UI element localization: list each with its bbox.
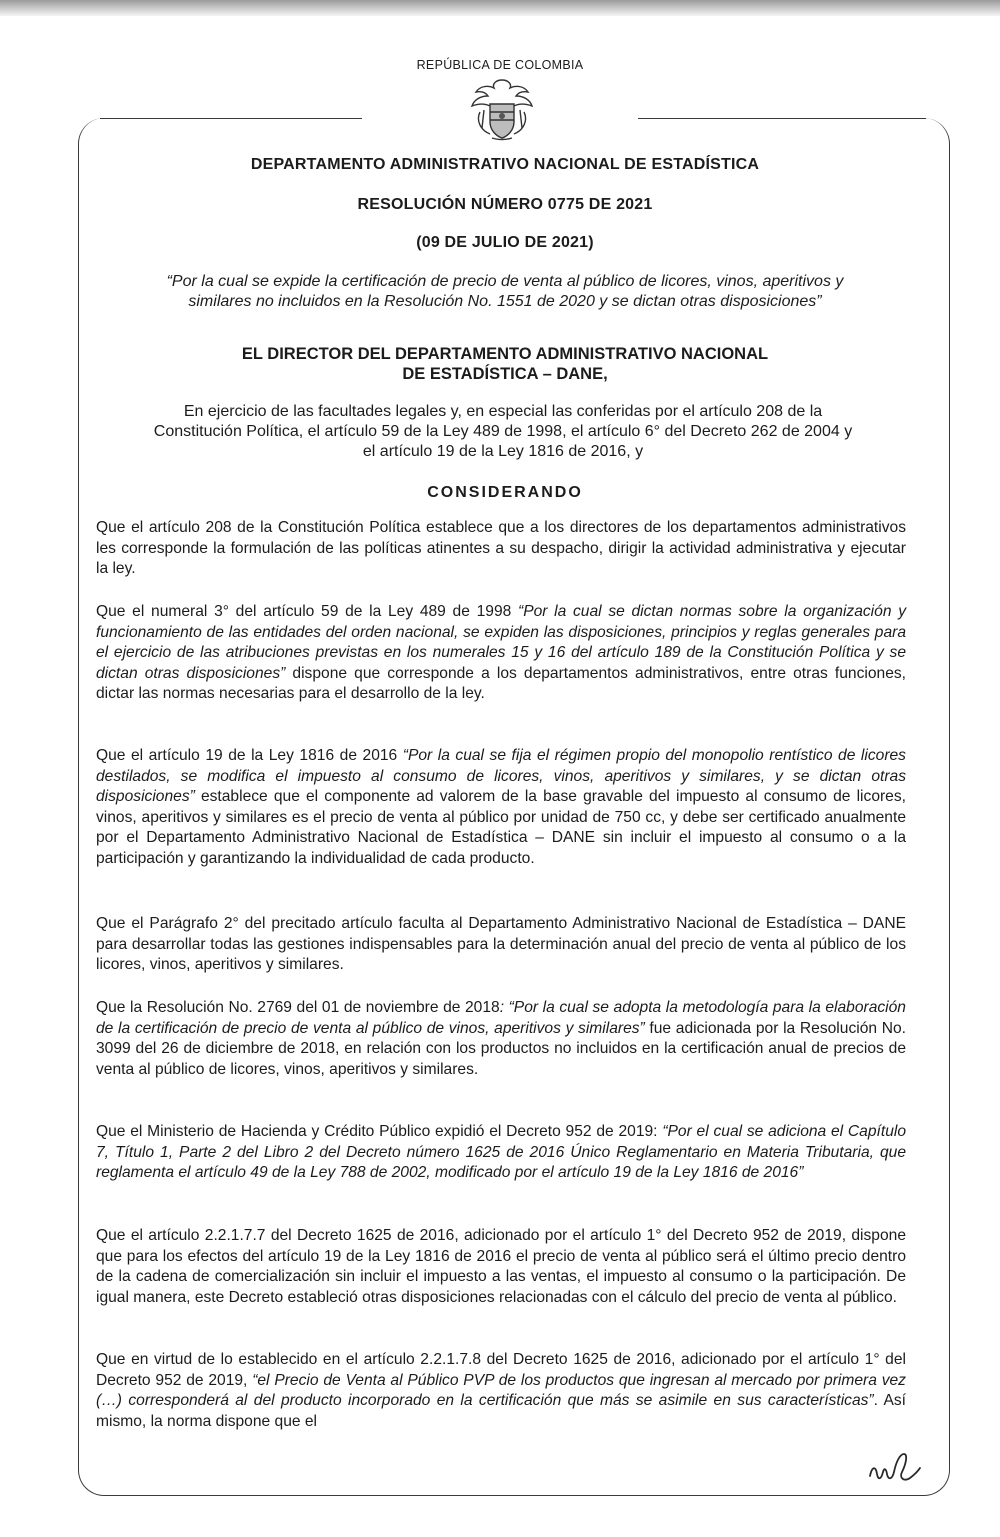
resolution-date: (09 DE JULIO DE 2021): [416, 234, 594, 251]
paragraph-text: dispone que corresponde a los departamentos administrativos, entre otras funciones, dictar las normas necesarias para el desarrollo de la ley.: [96, 664, 906, 703]
director-line: DE ESTADÍSTICA – DANE,: [402, 365, 608, 383]
paragraph-8: [96, 1350, 906, 1432]
paragraph-text: Que en virtud de lo establecido en el artículo 2.2.1.7.8 del Decreto 1625 de 2016, adicionado por el artículo 1° del Decreto 952 de 2019,: [96, 1351, 906, 1389]
paragraph-text: Que el Ministerio de Hacienda y Crédito Público expidió el Decreto 952 de 2019:: [96, 1123, 663, 1140]
paragraph-3: [96, 746, 906, 870]
paragraph-text: . Así mismo, la norma dispone que el: [96, 1392, 906, 1430]
paragraph-quote: “Por la cual se fija el régimen propio del monopolio rentístico de licores destilados, se modifica el impuesto al consumo de licores, vinos, aperitivos y similares, y se dictan otras disposiciones”: [96, 747, 906, 806]
paragraph-text: Que el artículo 2.2.1.7.7 del Decreto 1625 de 2016, adicionado por el artículo 1° del Decreto 952 de 2019, dispone que para los efectos del artículo 19 de la Ley 1816 de 2016 el precio de venta al público será el último precio dentro de la cadena de comercialización sin incluir el impuesto a las ventas, el impuesto al consumo o la participación. De igual manera, este Decreto estableció otras disposiciones relacionadas con el cálculo del precio de venta al público.: [96, 1227, 906, 1306]
paragraph-6: [96, 1122, 906, 1184]
subject-line: “Por la cual se expide la certificación de precio de venta al público de licores, vinos, aperitivos y: [166, 273, 844, 290]
intro-clause: [96, 402, 910, 462]
paragraph-text: establece que el componente ad valorem de la base gravable del impuesto al consumo de licores, vinos, aperitivos y similares es el precio de venta al público por unidad de 750 cc, y debe ser certificado anualmente por el Departamento Administrativo Nacional de Estadística – DANE sin incluir el impuesto al consumo o a la participación y garantizando la individualidad de cada producto.: [96, 788, 906, 867]
paragraph-5: [96, 998, 906, 1080]
scan-edge: [0, 0, 1000, 16]
paragraph-quote: “Por la cual se dictan normas sobre la organización y funcionamiento de las entidades del orden nacional, se expiden las disposiciones, principios y reglas generales para el ejercicio de las atribuciones previstas en los numerales 15 y 16 del artículo 189 de la Constitución Política y se dictan otras disposiciones”: [96, 603, 906, 682]
paragraph-text: Que el Parágrafo 2° del precitado artículo faculta al Departamento Administrativo Nacional de Estadística – DANE para desarrollar todas las gestiones indispensables para la determinación anual del precio de venta al público de los licores, vinos, aperitivos y similares.: [96, 915, 906, 974]
paragraph-text: Que el artículo 19 de la Ley 1816 de 2016: [96, 747, 403, 764]
resolution-number: RESOLUCIÓN NÚMERO 0775 DE 2021: [357, 196, 653, 213]
considerando-heading: CONSIDERANDO: [427, 484, 583, 501]
country-name: REPÚBLICA DE COLOMBIA: [416, 58, 584, 72]
paragraph-quote: : “Por la cual se adopta la metodología para la elaboración de la certificación de precio de venta al público de vinos, aperitivos y similares”: [96, 999, 906, 1037]
intro-line: Constitución Política, el artículo 59 de la Ley 489 de 1998, el artículo 6° del Decreto 262 de 2004 y: [153, 423, 853, 440]
paragraph-7: [96, 1226, 906, 1308]
director-heading: [100, 344, 910, 384]
paragraph-text: Que el numeral 3° del artículo 59 de la Ley 489 de 1998: [96, 603, 518, 620]
entity-title: DEPARTAMENTO ADMINISTRATIVO NACIONAL DE ESTADÍSTICA: [250, 156, 760, 173]
paragraph-1: [96, 518, 906, 580]
resolution-subject: [100, 272, 910, 312]
header-rule-right: [638, 118, 926, 119]
paragraph-text: Que el artículo 208 de la Constitución Política establece que a los directores de los departamentos administrativos les corresponde la formulación de las políticas atinentes a su despacho, dirigir la actividad administrativa y ejecutar la ley.: [96, 519, 906, 578]
paragraph-2: [96, 602, 906, 705]
paragraph-text: fue adicionada por la Resolución No. 3099 del 26 de diciembre de 2018, en relación con los productos no incluidos en la certificación anual de precios de venta al público de licores, vinos, aperitivos y similares.: [96, 1019, 906, 1078]
paragraph-text: Que la Resolución No. 2769 del 01 de noviembre de 2018: [96, 999, 500, 1016]
intro-line: el artículo 19 de la Ley 1816 de 2016, y: [362, 443, 644, 460]
paragraph-quote: “el Precio de Venta al Público PVP de los productos que ingresan al mercado por primera vez (…) corresponderá al del producto incorporado en la certificación que más se asimile en sus características”: [96, 1371, 906, 1410]
director-line: EL DIRECTOR DEL DEPARTAMENTO ADMINISTRATIVO NACIONAL: [241, 345, 769, 363]
paragraph-quote: “Por el cual se adiciona el Capítulo 7, Título 1, Parte 2 del Libro 2 del Decreto número 1625 de 2016 Único Reglamentario en Materia Tributaria, que reglamenta el artículo 49 de la Ley 788 de 2002, modificado por el artículo 19 de la Ley 1816 de 2016”: [96, 1123, 906, 1182]
intro-line: En ejercicio de las facultades legales y, en especial las conferidas por el artículo 208 de la: [183, 403, 823, 420]
handwritten-initials-signature: [866, 1444, 922, 1488]
coat-of-arms-seal: [466, 76, 538, 142]
header-rule-left: [100, 118, 362, 119]
subject-line: similares no incluidos en la Resolución No. 1551 de 2020 y se dictan otras disposiciones”: [188, 293, 822, 310]
paragraph-4: [96, 914, 906, 976]
